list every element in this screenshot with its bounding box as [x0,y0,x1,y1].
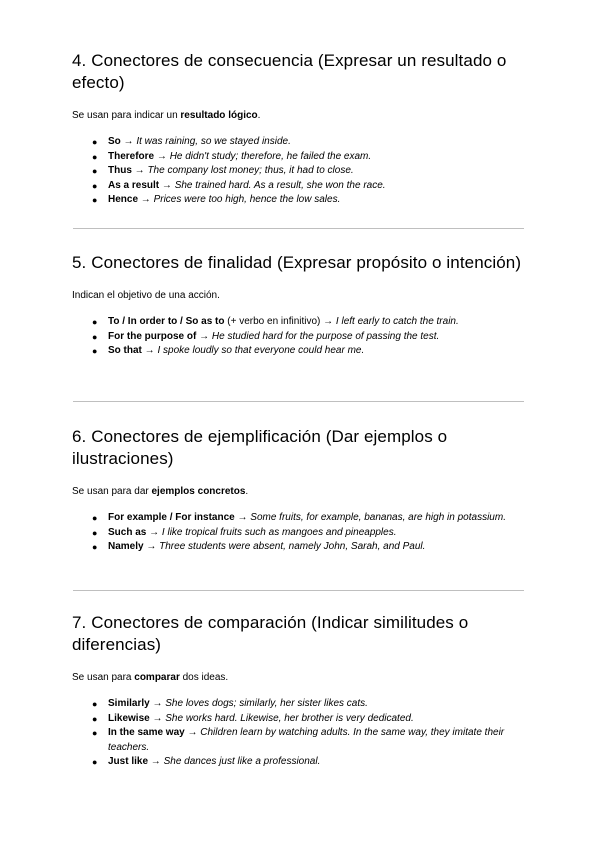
bullet-icon: ● [92,166,98,176]
list-item: ● For the purpose of → He studied hard for the purpose of passing the test. [72,330,532,345]
connector-list [72,315,532,359]
bullet-icon: ● [92,527,98,538]
bullet-icon: ● [92,713,98,724]
divider [73,401,524,402]
section-heading: 5. Conectores de finalidad (Expresar propósito o intención) [72,253,522,272]
bullet-icon: ● [92,699,98,709]
divider [73,590,524,591]
list-item: ● Hence → Prices were too high, hence the low sales. [72,193,532,208]
section-intro: Se usan para comparar dos ideas. [72,672,229,683]
section-heading: 6. Conectores de ejemplificación (Dar ejemplos o ilustraciones) [72,427,448,468]
list-item: ● Just like → She dances just like a professional. [72,755,532,770]
bullet-icon: ● [92,180,98,191]
bullet-icon: ● [92,317,98,327]
section-comparacion [72,612,532,770]
connector-list [72,135,532,208]
section-intro: Indican el objetivo de una acción. [72,290,220,301]
connector-list [72,511,532,555]
divider [73,228,524,229]
bullet-icon: ● [92,346,98,356]
list-item: ● Similarly → She loves dogs; similarly, her sister likes cats. [72,697,532,712]
list-item: ● So → It was raining, so we stayed inside. [72,135,532,150]
section-heading: 4. Conectores de consecuencia (Expresar un resultado o efecto) [72,51,507,92]
section-consecuencia [72,50,532,208]
list-item: ● Therefore → He didn't study; therefore, he failed the exam. [72,150,532,165]
list-item: ● Likewise → She works hard. Likewise, her brother is very dedicated. [72,712,532,727]
list-item: ● As a result → She trained hard. As a result, she won the race. [72,179,532,194]
list-item: ● For example / For instance → Some fruits, for example, bananas, are high in potassium. [72,511,532,526]
bullet-icon: ● [92,137,98,147]
list-item: ● In the same way → Children learn by watching adults. In the same way, they imitate their teachers. [92,727,505,753]
section-intro: Se usan para indicar un resultado lógico. [72,110,261,121]
list-item: ● Namely → Three students were absent, namely John, Sarah, and Paul. [72,540,532,555]
section-ejemplificacion [72,426,532,555]
bullet-icon: ● [92,728,98,738]
list-item: ● So that → I spoke loudly so that everyone could hear me. [72,344,532,359]
section-heading: 7. Conectores de comparación (Indicar similitudes o diferencias) [72,613,469,654]
section-intro: Se usan para dar ejemplos concretos. [72,486,249,497]
connector-list [72,697,532,770]
bullet-icon: ● [92,195,98,205]
list-item: ● To / In order to / So as to (+ verbo en infinitivo) → I left early to catch the train. [72,315,532,330]
section-finalidad [72,252,532,359]
list-item: ● Such as → I like tropical fruits such as mangoes and pineapples. [72,526,532,541]
list-item: ● Thus → The company lost money; thus, it had to close. [72,164,532,179]
bullet-icon: ● [92,151,98,162]
bullet-icon: ● [92,513,98,523]
bullet-icon: ● [92,757,98,767]
bullet-icon: ● [92,331,98,342]
bullet-icon: ● [92,542,98,552]
